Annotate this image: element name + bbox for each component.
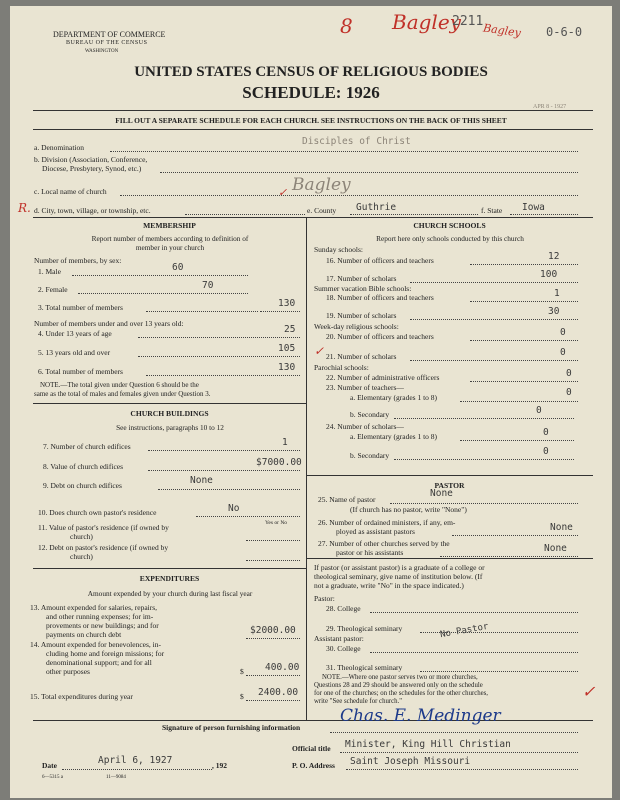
grad-line3: not a graduate, write "No" in the space indicated.)	[314, 581, 464, 590]
q4-value: 25	[284, 324, 296, 335]
q8-label: 8. Value of church edifices	[43, 462, 124, 471]
q15-label: 15. Total expenditures during year	[30, 692, 133, 701]
po-address-label: P. O. Address	[292, 761, 335, 770]
q14-dollar: $	[240, 667, 244, 676]
q14-label-c: denominational support; and for all	[46, 658, 152, 667]
q26-label-a: 26. Number of ordained ministers, if any, em-	[318, 518, 456, 527]
q4-label: 4. Under 13 years of age	[38, 329, 112, 338]
pastor-note1: NOTE.—Where one pastor serves two or more churches,	[322, 674, 478, 681]
annotation-code-right: 0-6-0	[546, 25, 583, 39]
rule-grid-top	[33, 217, 593, 218]
q30-label: 30. College	[326, 644, 361, 653]
rule-grad	[306, 558, 593, 559]
form-title: UNITED STATES CENSUS OF RELIGIOUS BODIES	[134, 64, 488, 80]
q23a-line	[460, 401, 578, 402]
q7-line	[148, 450, 300, 451]
date-value: April 6, 1927	[98, 755, 173, 766]
margin-mark: R.	[18, 201, 31, 215]
q20-value: 0	[560, 327, 566, 338]
city-line	[185, 214, 305, 215]
q14-label-a: 14. Amount expended for benevolences, in-	[30, 640, 162, 649]
q22-label: 22. Number of administrative officers	[326, 373, 440, 382]
q3-value: 130	[278, 298, 296, 309]
q31-label: 31. Theological seminary	[326, 663, 403, 672]
q30-line	[370, 652, 578, 653]
church-name-label: c. Local name of church	[34, 187, 107, 196]
q10-line	[196, 516, 300, 517]
received-stamp: APR 8 - 1927	[533, 104, 567, 110]
rule-instr	[33, 129, 593, 130]
q1-line	[72, 275, 248, 276]
q15-line	[246, 700, 300, 701]
expenditures-intro: Amount expended by your church during last fiscal year	[87, 589, 253, 598]
q25-label: 25. Name of pastor	[318, 495, 376, 504]
q21-value: 0	[560, 347, 566, 358]
q24-label: 24. Number of scholars—	[326, 422, 404, 431]
q10-label: 10. Does church own pastor's residence	[38, 508, 157, 517]
grad-line1: If pastor (or assistant pastor) is a graduate of a college or	[314, 563, 485, 572]
q13-label-c: provements or new buildings; and for	[46, 621, 159, 630]
q25-note: (If church has no pastor, write "None")	[350, 505, 467, 514]
q24a-line	[460, 440, 574, 441]
q11-line	[246, 540, 300, 541]
q12-label-b: church)	[70, 552, 93, 561]
q13-label-a: 13. Amount expended for salaries, repairs,	[30, 603, 158, 612]
county-line	[350, 214, 478, 215]
q20-line	[470, 340, 578, 341]
membership-note2: same as the total of males and females given under Question 3.	[34, 390, 211, 398]
church-name-line	[120, 195, 578, 196]
county-label: e. County	[307, 206, 337, 215]
q19-label: 19. Number of scholars	[326, 311, 397, 320]
state-value: Iowa	[522, 202, 545, 213]
q15-dollar: $	[240, 692, 244, 701]
q9-line	[158, 489, 300, 490]
q27-line	[440, 556, 578, 557]
q9-label: 9. Debt on church edifices	[43, 481, 122, 490]
date-line	[62, 769, 212, 770]
no-pastor-note: No Pastor	[439, 621, 490, 641]
age-intro: Number of members under and over 13 years old:	[34, 319, 184, 328]
q16-label: 16. Number of officers and teachers	[326, 256, 434, 265]
date-suffix: , 192	[212, 761, 227, 770]
q19-line	[410, 319, 578, 320]
pastor-note2: Questions 28 and 29 should be answered only on the schedule	[314, 682, 483, 689]
form-schedule: SCHEDULE: 1926	[242, 83, 380, 102]
instruction-line: FILL OUT A SEPARATE SCHEDULE FOR EACH CHURCH. SEE INSTRUCTIONS ON THE BACK OF THIS SHEET	[115, 116, 507, 125]
rule-middle	[306, 217, 307, 720]
rule-buildings	[33, 403, 306, 404]
date-label: Date	[42, 761, 57, 770]
q9-value: None	[190, 475, 213, 486]
q3-line-b	[260, 311, 300, 312]
signature-line	[330, 732, 578, 733]
q26-value: None	[550, 522, 573, 533]
by-sex-label: Number of members, by sex:	[34, 256, 122, 265]
q16-value: 12	[548, 251, 560, 262]
form-code: 6—5315 a	[42, 775, 63, 780]
q7-label: 7. Number of church edifices	[43, 442, 131, 451]
annotation-number: 8	[340, 14, 353, 38]
annotation-name2: Bagley	[482, 21, 522, 40]
q22-line	[470, 381, 578, 382]
q5-value: 105	[278, 343, 296, 354]
dept-line2: BUREAU OF THE CENSUS	[66, 40, 148, 46]
q24b-line	[394, 459, 574, 460]
membership-intro2: member in your church	[135, 243, 205, 252]
q21-line	[410, 360, 578, 361]
official-title-line	[340, 752, 578, 753]
q23b-line	[394, 418, 574, 419]
q1-label: 1. Male	[38, 267, 61, 276]
q22-value: 0	[566, 368, 572, 379]
schools-heading: CHURCH SCHOOLS	[413, 221, 486, 230]
state-line	[510, 214, 578, 215]
schools-intro: Report here only schools conducted by this church	[376, 234, 524, 243]
annotation-name: Bagley	[392, 10, 461, 34]
q26-label-b: ployed as assistant pastors	[336, 527, 415, 536]
yes-no-hint: Yes or No	[265, 520, 288, 526]
q24b-value: 0	[543, 446, 549, 457]
rule-expend	[33, 568, 306, 569]
q12-line	[246, 560, 300, 561]
buildings-intro: See instructions, paragraphs 10 to 12	[116, 423, 224, 432]
q25-line	[390, 503, 578, 504]
census-form	[10, 6, 612, 798]
q15-value: 2400.00	[258, 687, 299, 698]
q2-line	[78, 293, 248, 294]
q11-label-b: church)	[70, 532, 93, 541]
dept-line1: DEPARTMENT OF COMMERCE	[53, 30, 166, 39]
q4-line	[138, 337, 300, 338]
check-mark-right: ✓	[582, 682, 596, 701]
q23b-label: b. Secondary	[350, 410, 390, 419]
pastor-sub-label: Pastor:	[314, 594, 335, 603]
division-line	[160, 172, 578, 173]
q28-label: 28. College	[326, 604, 361, 613]
q14-label-d: other purposes	[46, 667, 90, 676]
q17-value: 100	[540, 269, 558, 280]
q26-line	[452, 535, 578, 536]
q6-value: 130	[278, 362, 296, 373]
q6-label: 6. Total number of members	[38, 367, 123, 376]
city-label: d. City, town, village, or township, etc.	[34, 206, 151, 215]
q2-value: 70	[202, 280, 214, 291]
q29-label: 29. Theological seminary	[326, 624, 403, 633]
q3-line-a	[146, 311, 258, 312]
q24a-value: 0	[543, 427, 549, 438]
pastor-note3: for one of the churches; on the schedules for the other churches,	[314, 690, 489, 697]
po-address-value: Saint Joseph Missouri	[350, 756, 471, 767]
q18-value: 1	[554, 288, 560, 299]
q31-line	[420, 671, 578, 672]
summer-label: Summer vacation Bible schools:	[314, 284, 412, 293]
membership-heading: MEMBERSHIP	[143, 221, 196, 230]
q23a-label: a. Elementary (grades 1 to 8)	[350, 393, 438, 402]
official-title-value: Minister, King Hill Christian	[345, 739, 511, 750]
q1-value: 60	[172, 262, 184, 273]
q12-label-a: 12. Debt on pastor's residence (if owned by	[38, 543, 169, 552]
pastor-heading: PASTOR	[434, 481, 465, 490]
po-address-line	[346, 769, 578, 770]
q13-label-b: and other running expenses; for im-	[46, 612, 154, 621]
form-code2: 11—9084	[106, 775, 126, 780]
q14-label-b: cluding home and foreign missions; for	[46, 649, 165, 658]
q21-label: 21. Number of scholars	[326, 352, 397, 361]
q18-label: 18. Number of officers and teachers	[326, 293, 434, 302]
signature: Chas. E. Medinger	[340, 706, 501, 726]
official-title-label: Official title	[292, 744, 331, 753]
rule-footer	[33, 720, 593, 721]
q13-value: $2000.00	[250, 625, 296, 636]
denomination-label: a. Denomination	[34, 143, 84, 152]
q2-label: 2. Female	[38, 285, 68, 294]
signature-label: Signature of person furnishing information	[162, 723, 301, 732]
county-value: Guthrie	[356, 202, 397, 213]
q20-label: 20. Number of officers and teachers	[326, 332, 434, 341]
q3-label: 3. Total number of members	[38, 303, 123, 312]
q25-value: None	[430, 488, 453, 499]
q19-value: 30	[548, 306, 560, 317]
parochial-label: Parochial schools:	[314, 363, 369, 372]
weekday-label: Week-day religious schools:	[314, 322, 399, 331]
q11-label-a: 11. Value of pastor's residence (if owned by	[38, 523, 169, 532]
division-label1: b. Division (Association, Conference,	[34, 155, 148, 164]
q23b-value: 0	[536, 405, 542, 416]
membership-note1: NOTE.—The total given under Question 6 should be the	[40, 381, 199, 389]
q24a-label: a. Elementary (grades 1 to 8)	[350, 432, 438, 441]
q6-line	[146, 375, 300, 376]
q14-value: 400.00	[265, 662, 300, 673]
membership-intro1: Report number of members according to definition of	[91, 234, 249, 243]
expenditures-heading: EXPENDITURES	[139, 574, 200, 583]
church-name-value: Bagley	[292, 175, 351, 195]
q8-line	[148, 470, 300, 471]
q24b-label: b. Secondary	[350, 451, 390, 460]
q5-label: 5. 13 years old and over	[38, 348, 111, 357]
pastor-note4: write "See schedule for church."	[314, 698, 403, 705]
check-mark-c: ✓	[278, 186, 288, 199]
assistant-label: Assistant pastor:	[314, 634, 364, 643]
state-label: f. State	[481, 206, 503, 215]
q17-line	[410, 282, 578, 283]
q28-line	[370, 612, 578, 613]
q14-line	[246, 675, 300, 676]
sunday-label: Sunday schools:	[314, 245, 363, 254]
q23a-value: 0	[566, 387, 572, 398]
q23-label: 23. Number of teachers—	[326, 383, 404, 392]
q27-label-b: pastor or his assistants	[336, 548, 404, 557]
buildings-heading: CHURCH BUILDINGS	[130, 409, 209, 418]
division-label2: Diocese, Presbytery, Synod, etc.)	[42, 164, 142, 173]
check-mark-21: ✓	[314, 344, 325, 358]
grad-line2: theological seminary, give name of institution below. (If	[314, 572, 483, 581]
rule-pastor	[306, 475, 593, 476]
q17-label: 17. Number of scholars	[326, 274, 397, 283]
annotation-code: 2211	[452, 14, 484, 29]
q13-line	[246, 638, 300, 639]
q27-value: None	[544, 543, 567, 554]
q7-value: 1	[282, 437, 288, 448]
denomination-value: Disciples of Christ	[302, 136, 411, 147]
q27-label-a: 27. Number of other churches served by the	[318, 539, 450, 548]
q10-value: No	[228, 503, 240, 514]
denomination-line	[110, 151, 578, 152]
rule-top	[33, 110, 593, 111]
q8-value: $7000.00	[256, 457, 302, 468]
q18-line	[470, 301, 578, 302]
q13-label-d: payments on church debt	[46, 630, 122, 639]
q5-line	[138, 356, 300, 357]
q16-line	[470, 264, 578, 265]
dept-line3: WASHINGTON	[85, 49, 119, 54]
